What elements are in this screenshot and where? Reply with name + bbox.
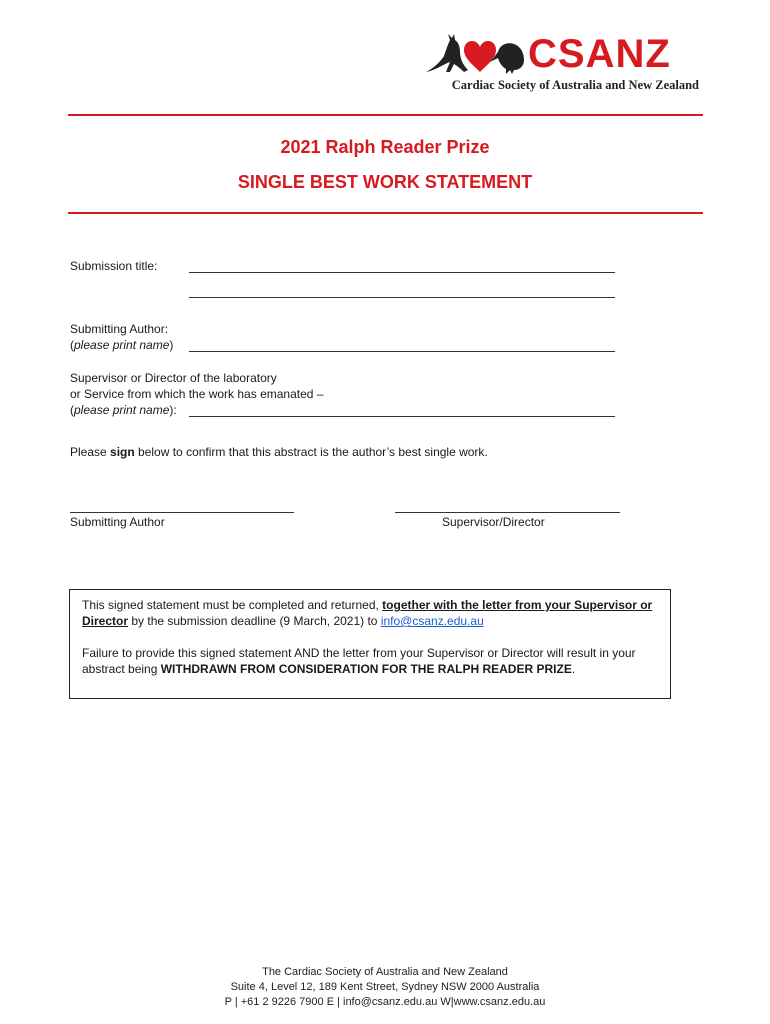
bottom-rule — [68, 212, 703, 214]
supervisor-signature-label: Supervisor/Director — [442, 515, 545, 529]
notice-paragraph-2: Failure to provide this signed statement AND the letter from your Supervisor or Director will result in your abstract being WITHDRAWN FROM CONSIDERATION FOR THE RALPH READER PRIZE. — [82, 646, 636, 676]
supervisor-signature-line[interactable] — [395, 512, 620, 513]
print-name-hint: (please print name) — [70, 338, 174, 352]
submission-title-line-2[interactable] — [189, 297, 615, 298]
brand-subtitle: Cardiac Society of Australia and New Zealand — [451, 78, 699, 92]
submitting-author-line[interactable] — [189, 351, 615, 352]
brand-name: CSANZ — [528, 32, 671, 76]
submission-title-line-1[interactable] — [189, 272, 615, 273]
kangaroo-heart-kiwi-icon — [424, 32, 528, 76]
author-signature-label: Submitting Author — [70, 515, 165, 529]
sign-instruction: Please sign below to confirm that this abstract is the author’s best single work. — [70, 445, 488, 459]
footer-org: The Cardiac Society of Australia and New Zealand — [262, 966, 508, 978]
email-link[interactable]: info@csanz.edu.au — [380, 614, 484, 628]
page-title: 2021 Ralph Reader Prize — [280, 137, 490, 157]
footer-contact: P | +61 2 9226 7900 E | info@csanz.edu.au W|www.csanz.edu.au — [224, 996, 546, 1008]
supervisor-label-line1: Supervisor or Director of the laboratory — [70, 371, 277, 385]
supervisor-print-hint: (please print name): — [70, 403, 177, 417]
notice-paragraph-1: This signed statement must be completed and returned, together with the letter from your Supervisor or Director by the submission deadline (9 March, 2021) to info@csanz.edu.au — [82, 598, 653, 628]
footer-address: Suite 4, Level 12, 189 Kent Street, Sydney NSW 2000 Australia — [230, 981, 540, 993]
supervisor-label-line2: or Service from which the work has emanated – — [70, 387, 324, 401]
submission-title-label: Submission title: — [70, 259, 158, 273]
supervisor-line[interactable] — [189, 416, 615, 417]
submitting-author-label: Submitting Author: — [70, 322, 169, 336]
notice-box — [69, 589, 671, 699]
author-signature-line[interactable] — [70, 512, 294, 513]
top-rule — [68, 114, 703, 116]
page-subtitle: SINGLE BEST WORK STATEMENT — [237, 172, 533, 192]
csanz-logo — [424, 30, 699, 94]
footer — [0, 965, 770, 1010]
